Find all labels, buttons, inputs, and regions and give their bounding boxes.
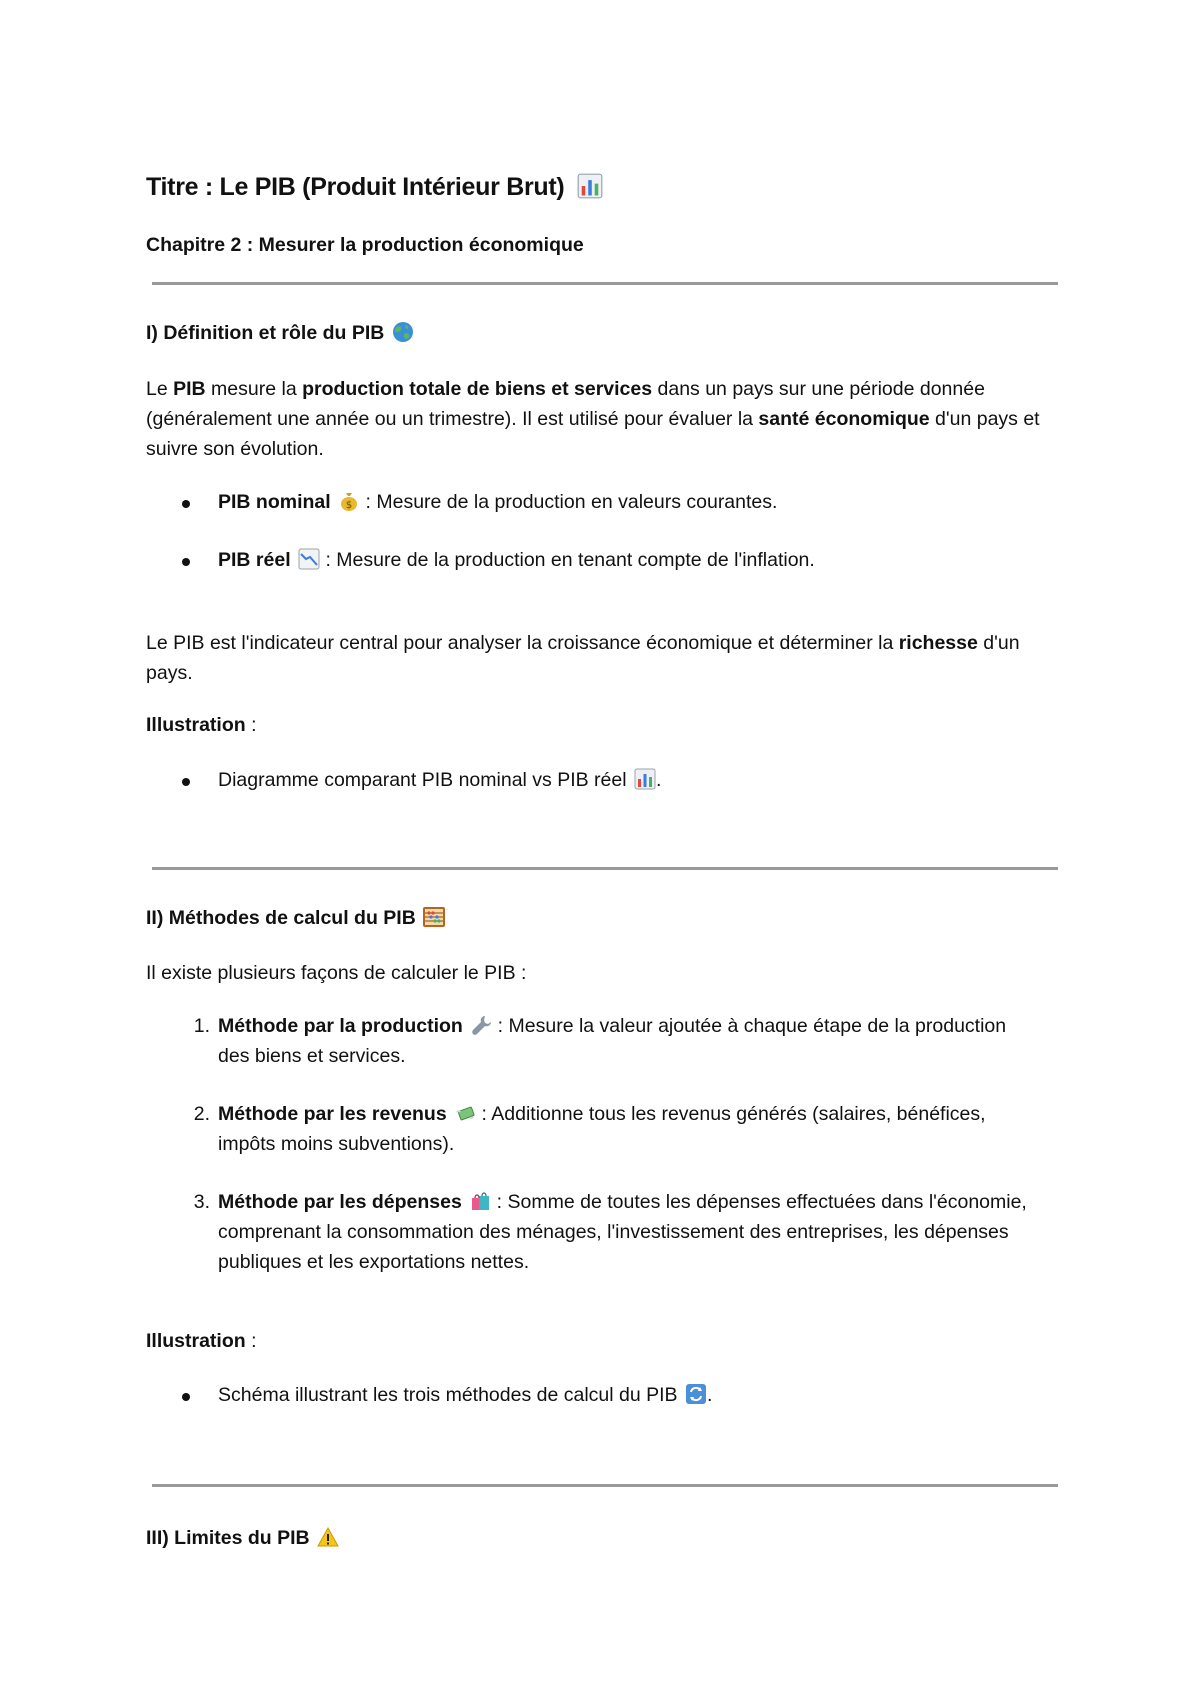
bold-run: santé économique [758, 408, 930, 430]
text-run: mesure la [205, 378, 303, 400]
section-2-heading [146, 906, 445, 930]
bold-run: richesse [898, 632, 978, 654]
bullet-dot [182, 558, 190, 566]
text-run: d'un pays. [146, 632, 1020, 684]
warning-icon [317, 1526, 339, 1548]
section-1-heading-text: I) Définition et rôle du PIB [146, 322, 385, 344]
text-run: Le [146, 378, 174, 400]
list-item-text: : Mesure de la production en tenant compte de l'inflation. [320, 549, 815, 571]
list-item-text: : Mesure la valeur ajoutée à chaque étape de la production des biens et services. [218, 1015, 1007, 1067]
divider [152, 867, 1058, 870]
illustration-label [146, 1326, 1046, 1356]
text-run: . [656, 769, 662, 791]
wrench-icon [470, 1014, 492, 1036]
bullet-dot [182, 500, 190, 508]
bold-run: PIB [173, 378, 206, 400]
money-with-wings-icon [454, 1102, 476, 1124]
illustration-label-bold: Illustration [146, 1330, 246, 1352]
list-item-text: Diagramme comparant PIB nominal vs PIB réel [218, 769, 627, 791]
list-item-bold: Méthode par la production [218, 1015, 463, 1037]
bar-chart-icon [577, 173, 603, 199]
text-run: : [245, 714, 257, 736]
bullet-dot [182, 1393, 190, 1401]
list-number: 3. [193, 1191, 210, 1213]
divider [152, 1484, 1058, 1487]
illustration-label-bold: Illustration [146, 714, 246, 736]
chart-decreasing-icon [298, 548, 320, 570]
section-1-intro [146, 374, 1046, 464]
list-number: 2. [193, 1103, 210, 1125]
bar-chart-icon [634, 768, 656, 790]
text-run: Le PIB est l'indicateur central pour analyser la croissance économique et déterminer la [146, 632, 899, 654]
list-item-bold: Méthode par les dépenses [218, 1191, 462, 1213]
list-item-text: : Mesure de la production en valeurs courantes. [360, 491, 778, 513]
shopping-bags-icon [469, 1190, 491, 1212]
section-2-intro: Il existe plusieurs façons de calculer le PIB : [146, 962, 527, 984]
list-item-text: : Somme de toutes les dépenses effectuées dans l'économie, comprenant la consommation des ménages, l'investissement des entreprises, les dépenses publiques et les exportations nettes. [218, 1191, 1027, 1273]
bold-run: production totale de biens et services [302, 378, 653, 400]
money-bag-icon [338, 490, 360, 512]
text-run: dans un pays sur une période donnée (généralement une année ou un trimestre). Il est utilisé pour évaluer la [146, 378, 985, 430]
counterclockwise-arrows-icon [685, 1383, 707, 1405]
chapter-subtitle: Chapitre 2 : Mesurer la production économique [146, 234, 584, 256]
illustration-label [146, 710, 1046, 740]
list-item-text: : Additionne tous les revenus générés (salaires, bénéfices, impôts moins subventions). [218, 1103, 986, 1155]
text-run: : [245, 1330, 257, 1352]
section-1-heading [146, 321, 414, 345]
title-text: Titre : Le PIB (Produit Intérieur Brut) [146, 173, 565, 201]
list-item-bold: Méthode par les revenus [218, 1103, 447, 1125]
svg-text:$: $ [345, 500, 353, 511]
text-run: d'un pays et suivre son évolution. [146, 408, 1040, 460]
list-number: 1. [193, 1015, 210, 1037]
list-item-text: Schéma illustrant les trois méthodes de calcul du PIB [218, 1384, 678, 1406]
section-3-heading [146, 1526, 339, 1550]
list-item-bold: PIB réel [218, 549, 291, 571]
section-2-heading-text: II) Méthodes de calcul du PIB [146, 907, 416, 929]
text-run: . [706, 1384, 713, 1406]
globe-icon [392, 321, 414, 343]
section-3-heading-text: III) Limites du PIB [146, 1527, 310, 1549]
bullet-dot [182, 778, 190, 786]
document-title [146, 173, 603, 202]
list-item-bold: PIB nominal [218, 491, 331, 513]
abacus-icon [423, 906, 445, 928]
divider [152, 282, 1058, 285]
section-1-summary [146, 628, 1046, 688]
